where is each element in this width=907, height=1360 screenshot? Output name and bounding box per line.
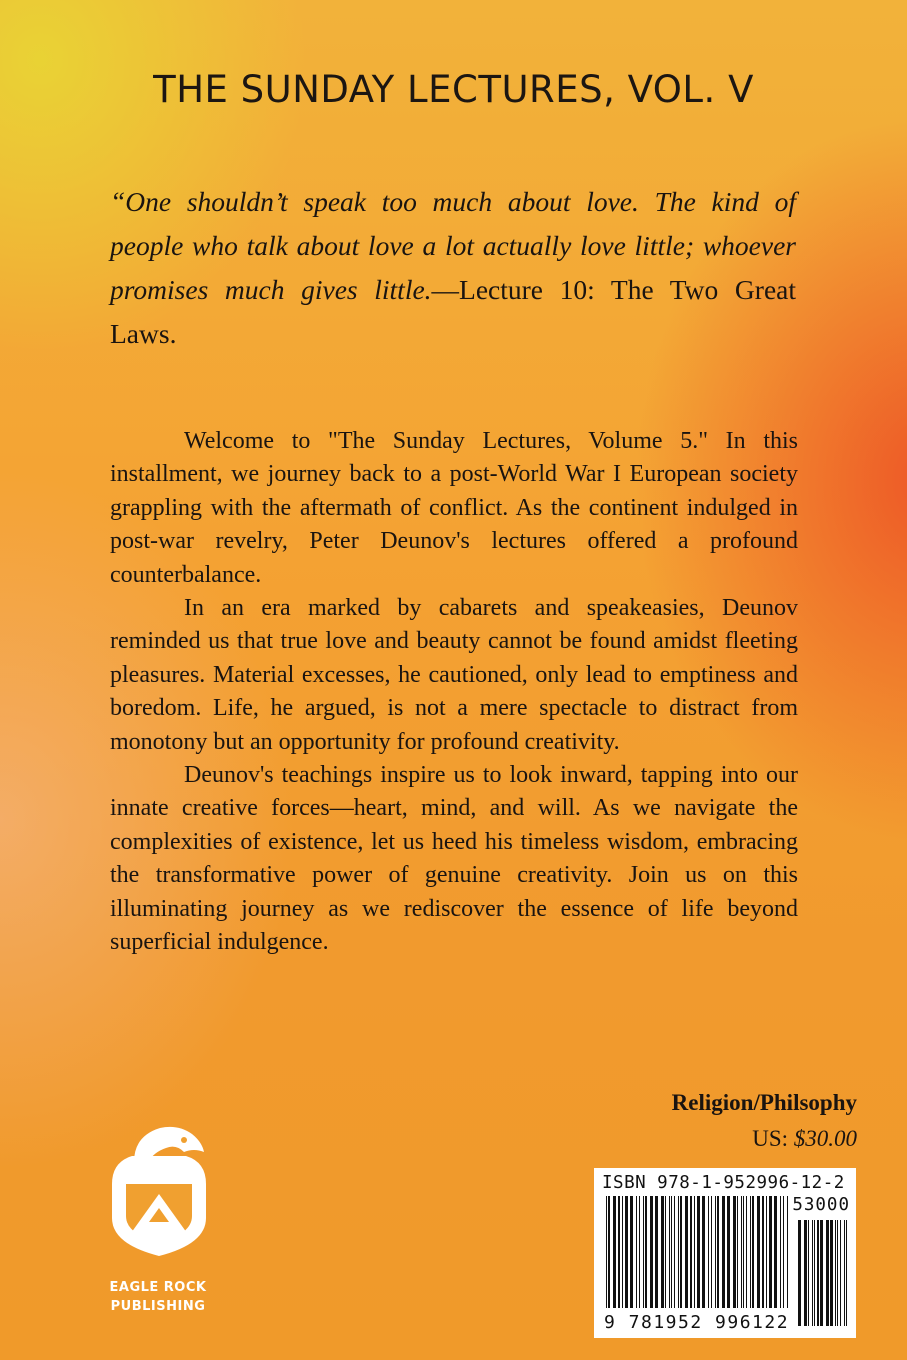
barcode-bar: [674, 1196, 675, 1308]
isbn-barcode: [594, 1168, 856, 1338]
barcode-bar: [685, 1196, 688, 1308]
barcode-bar: [622, 1196, 623, 1308]
barcode-bar: [669, 1196, 670, 1308]
barcode-bar: [727, 1196, 730, 1308]
barcode-bar: [766, 1196, 767, 1308]
barcode-bar: [750, 1196, 751, 1308]
barcode-bar: [826, 1220, 829, 1326]
barcode-bar: [702, 1196, 705, 1308]
barcode-bar: [769, 1196, 772, 1308]
blurb-paragraph: Welcome to "The Sunday Lectures, Volume 5." In this installment, we journey back to a post-World War I European society grappling with the aftermath of conflict. As the continent indulged in post-war revelry, Peter Deunov's lectures offered a profound counterbalance.: [110, 428, 798, 588]
barcode-bar: [820, 1220, 823, 1326]
barcode-digits: 9 781952 996122: [604, 1312, 790, 1333]
barcode-bar: [630, 1196, 633, 1308]
price-addon-code: 53000: [792, 1195, 850, 1215]
blurb-paragraph: In an era marked by cabarets and speakeasies, Deunov reminded us that true love and beauty cannot be found amidst fleeting pleasures. Material excesses, he cautioned, only lead to emptiness and boredom. Life, he argued, is not a mere spectacle to distract from monotony but an opportunity for profound creativity.: [110, 595, 798, 755]
barcode-bar: [678, 1196, 679, 1308]
quote-text: “One shouldn’t speak too much about love. The kind of people who talk about love a lot actually love little; whoever promises much gives little.: [110, 186, 796, 305]
barcode-bar: [808, 1220, 809, 1326]
barcode-bar: [643, 1196, 644, 1308]
epigraph-quote: [110, 180, 796, 356]
barcode-bar: [844, 1220, 845, 1326]
barcode-bar: [722, 1196, 725, 1308]
barcode-bar: [783, 1196, 784, 1308]
blurb: [110, 425, 798, 960]
barcode-bar: [697, 1196, 700, 1308]
barcode-bar: [639, 1196, 640, 1308]
barcode-bar: [733, 1196, 736, 1308]
barcode-bar: [804, 1220, 807, 1326]
barcode-bar: [645, 1196, 647, 1308]
barcode-bar: [837, 1220, 838, 1326]
barcode-bar: [661, 1196, 664, 1308]
barcode-bar: [746, 1196, 747, 1308]
barcode-bar: [606, 1196, 607, 1308]
publisher-line-2: PUBLISHING: [110, 1299, 206, 1314]
blurb-paragraph: Deunov's teachings inspire us to look inward, tapping into our innate creative forces—heart, mind, and will. As we navigate the complexities of existence, let us heed his timeless wisdom, embracing the transformative power of genuine creativity. Join us on this illuminating journey as we rediscover the essence of life beyond superficial indulgence.: [110, 762, 798, 956]
barcode-bar: [665, 1196, 666, 1308]
eagle-head-icon: [104, 1122, 214, 1257]
barcode-bar: [636, 1196, 637, 1308]
barcode-bar: [690, 1196, 692, 1308]
price-label: US:: [752, 1126, 788, 1151]
barcode-bar: [780, 1196, 781, 1308]
price-value: $30.00: [793, 1126, 857, 1151]
barcode-bar: [717, 1196, 719, 1308]
barcode-bar: [787, 1196, 788, 1308]
book-title: THE SUNDAY LECTURES, VOL. V: [153, 68, 754, 111]
barcode-bar: [774, 1196, 777, 1308]
price: [457, 1126, 857, 1152]
quote-attribution: —Lecture 10: The Two Great Laws.: [110, 274, 796, 349]
barcode-bar: [655, 1196, 658, 1308]
category-label: Religion/Philsophy: [671, 1090, 857, 1115]
barcode-bar: [711, 1196, 712, 1308]
barcode-bar: [814, 1220, 815, 1326]
barcode-bar: [680, 1196, 682, 1308]
barcode-bar: [650, 1196, 653, 1308]
barcode-bar: [608, 1196, 610, 1308]
barcode-bar: [812, 1220, 813, 1326]
barcode-bar: [835, 1220, 836, 1326]
barcode-bar: [830, 1220, 833, 1326]
publisher-line-1: EAGLE ROCK: [109, 1280, 207, 1295]
barcode-bar: [762, 1196, 764, 1308]
barcode-bar: [618, 1196, 620, 1308]
barcode-bar: [741, 1196, 742, 1308]
barcode-bar: [840, 1220, 841, 1326]
barcode-bar: [671, 1196, 672, 1308]
publisher-name: [92, 1278, 224, 1316]
barcode-bar: [846, 1220, 847, 1326]
barcode-bar: [613, 1196, 616, 1308]
isbn-label: ISBN 978-1-952996-12-2: [602, 1173, 845, 1193]
barcode-bar: [694, 1196, 695, 1308]
barcode-bar: [757, 1196, 760, 1308]
barcode-bar: [708, 1196, 709, 1308]
barcode-bar: [798, 1220, 801, 1326]
barcode-bar: [743, 1196, 744, 1308]
barcode-bar: [817, 1220, 819, 1326]
barcode-bar: [625, 1196, 628, 1308]
barcode-bar: [752, 1196, 754, 1308]
barcode-bar: [737, 1196, 738, 1308]
barcode-bar: [715, 1196, 716, 1308]
